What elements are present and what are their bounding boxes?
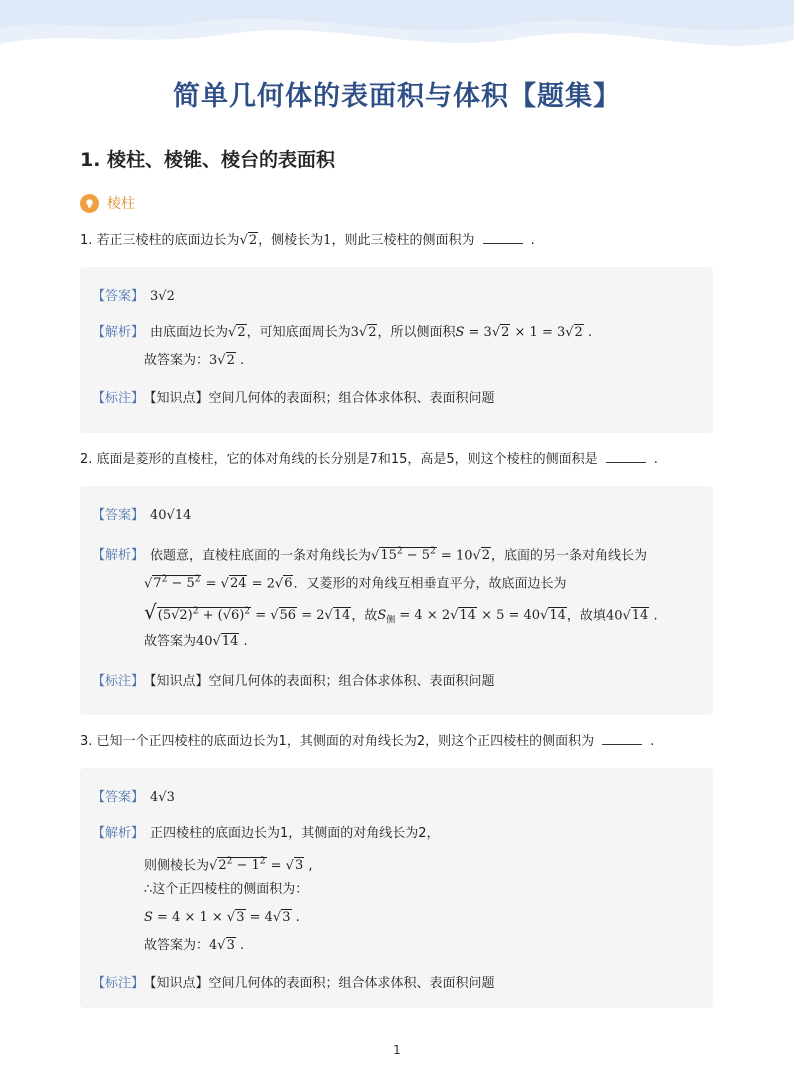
analysis-line-3: ∴这个正四棱柱的侧面积为： [144, 882, 309, 897]
analysis-line-2: $√7^2 - 5^2 = √24 = 2√6$．又菱形的对角线互相垂直平分，故底面边长为 [144, 575, 567, 592]
question-number: 3. [80, 734, 93, 749]
answer-blank [606, 449, 646, 463]
analysis-line-4: S = 4 × 1 × √3 = 4√3 . [144, 910, 300, 925]
answer-row: 【答案】 40√14 [92, 508, 192, 523]
section-heading: 1. 棱柱、棱锥、棱台的表面积 [80, 149, 336, 171]
answer-row: 【答案】 4√3 [92, 790, 175, 805]
document-title: 简单几何体的表面积与体积【题集】 [173, 81, 621, 112]
question-3: 3. 已知一个正四棱柱的底面边长为1，其侧面的对角线长为2，则这个正四棱柱的侧面积为 . [80, 731, 720, 752]
topic-tag-label: 棱柱 [107, 196, 135, 212]
note-row: 【标注】 【知识点】空间几何体的表面积；组合体求体积、表面积问题 [92, 976, 495, 991]
answer-value: 4√3 [150, 790, 175, 805]
topic-tag [80, 193, 135, 213]
answer-value: 40√14 [150, 508, 192, 523]
note-row: 【标注】 【知识点】空间几何体的表面积；组合体求体积、表面积问题 [92, 391, 495, 406]
analysis-conclusion: 故答案为：3√2 . [144, 353, 245, 368]
page-number: 1 [393, 1043, 401, 1057]
analysis-line-3: $√(5√2)^2 + (√6)^2 = √56 = 2√14$，故$S_侧 = 4 \times 2√14 \times 5 = 40√14$，故填40√14 . [144, 600, 658, 626]
question-2: 2. 底面是菱形的直棱柱，它的体对角线的长分别是7和15，高是5，则这个棱柱的侧面积是 . [80, 449, 720, 470]
analysis-conclusion: 故答案为40√14 . [144, 634, 248, 649]
solution-box-3 [80, 768, 713, 1008]
answer-blank [602, 731, 642, 745]
analysis-row: 【解析】 依题意，直棱柱底面的一条对角线长为$√15^2 - 5^2 = 10√2$，底面的另一条对角线长为 [92, 547, 648, 564]
analysis-line-2: 则侧棱长为$√2^2 - 1^2 = √3$ , [144, 857, 313, 874]
question-number: 1. [80, 233, 93, 248]
answer-blank [483, 230, 523, 244]
analysis-row: 【解析】 正四棱柱的底面边长为1，其侧面的对角线长为2， [92, 826, 440, 841]
bulb-icon [80, 194, 99, 213]
analysis-conclusion: 故答案为：4√3 . [144, 938, 245, 953]
solution-box-2 [80, 486, 713, 715]
math-sqrt2: √2 [239, 233, 258, 248]
question-1: 1. 若正三棱柱的底面边长为√2，侧棱长为1，则此三棱柱的侧面积为 . [80, 230, 720, 251]
note-row: 【标注】 【知识点】空间几何体的表面积；组合体求体积、表面积问题 [92, 674, 495, 689]
answer-row: 【答案】 3√2 [92, 289, 175, 304]
header-wave-decoration [0, 0, 794, 70]
solution-box-1 [80, 267, 713, 433]
question-number: 2. [80, 452, 93, 467]
answer-value: 3√2 [150, 289, 175, 304]
analysis-row: 【解析】 由底面边长为√2，可知底面周长为3√2，所以侧面积S = 3√2 × 1 = 3√2 . [92, 325, 593, 340]
